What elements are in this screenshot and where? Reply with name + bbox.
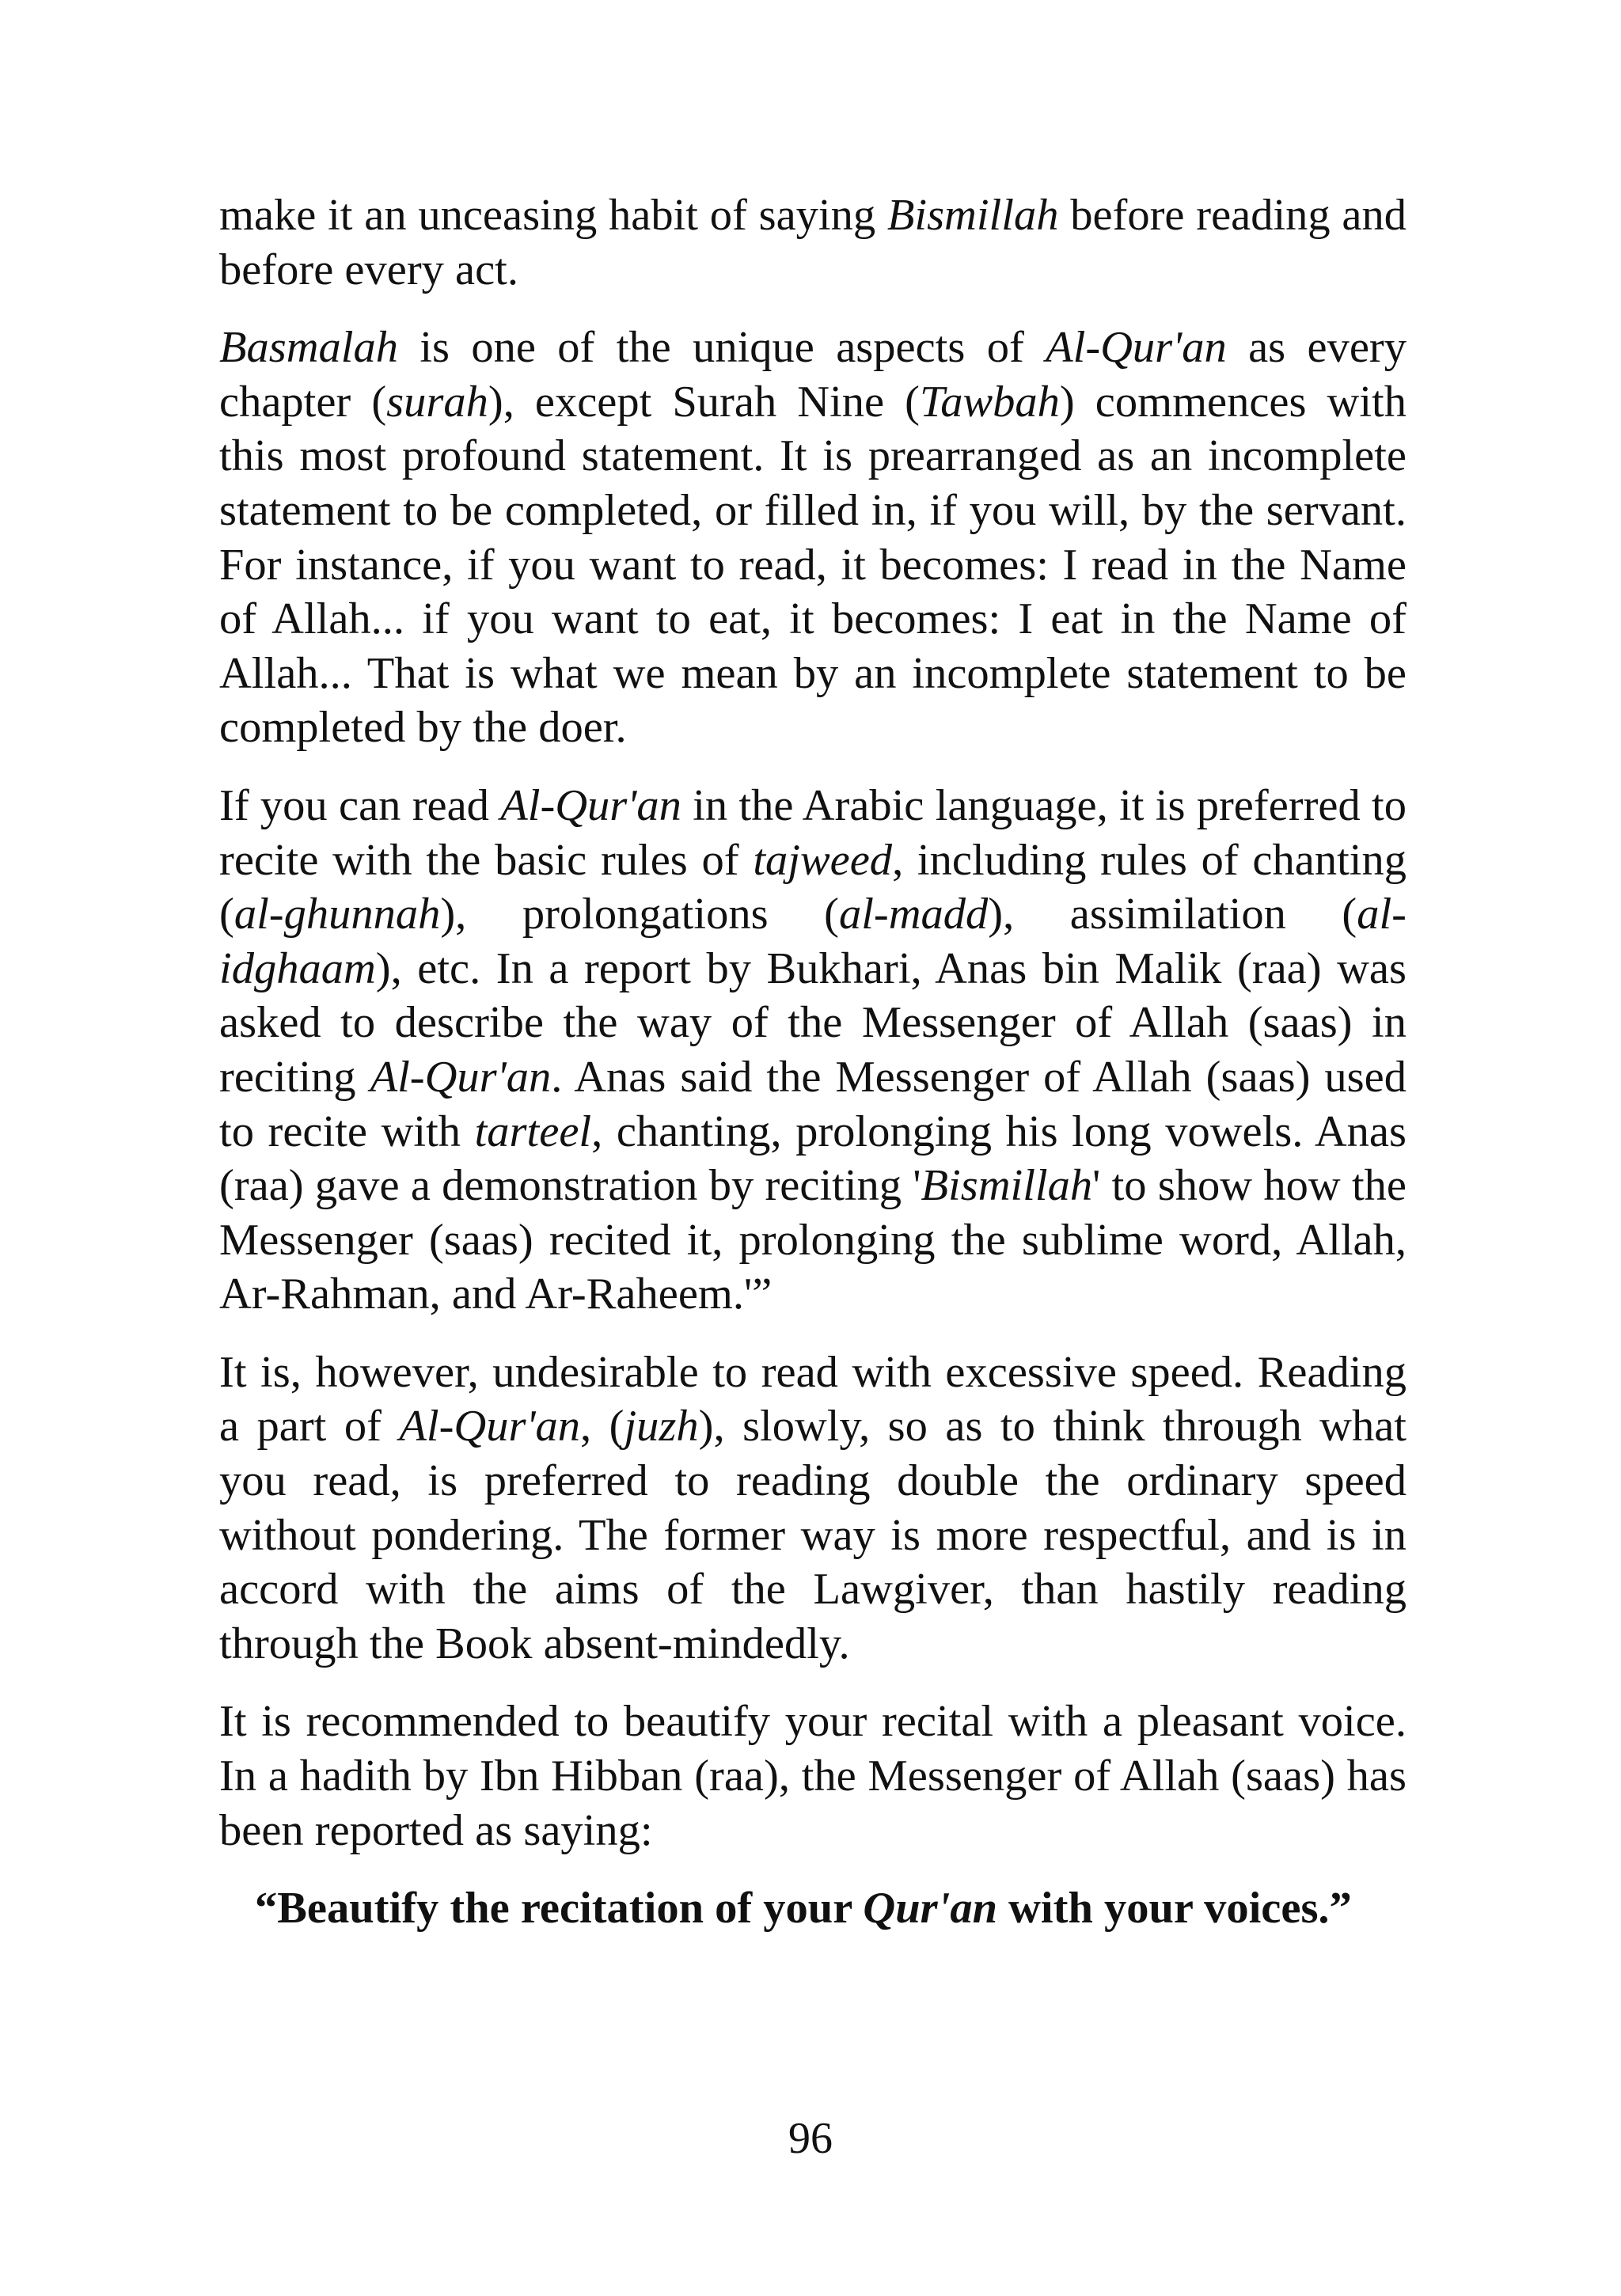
italic-term: al-idghaam xyxy=(219,890,1407,993)
italic-term: Bismillah xyxy=(886,191,1059,240)
text-run: as every chapter ( xyxy=(219,323,1407,427)
italic-term: Al-Qur'an xyxy=(370,1052,552,1102)
text-run: ), prolongations ( xyxy=(440,890,839,939)
text-run: It is recommended to beautify your recital with a pleasant voice. In a hadith by Ibn Hibban (raa), the Messenger of Allah (saas) has been reported as saying: xyxy=(219,1697,1407,1855)
page-body xyxy=(219,188,1407,1936)
italic-term: juzh xyxy=(624,1402,699,1452)
text-run: , including rules of chanting ( xyxy=(219,835,1407,939)
text-run: It is, however, undesirable to read with excessive speed. Reading a part of xyxy=(219,1347,1407,1452)
text-run: ' to show how the Messenger (saas) recited it, prolonging the sublime word, Allah, Ar-Rahman, and Ar-Raheem.'” xyxy=(219,1161,1407,1319)
hadith-quote xyxy=(255,1881,1372,1936)
text-run: ), except Surah Nine ( xyxy=(488,377,920,427)
page-number: 96 xyxy=(788,2114,833,2163)
italic-term: Qur'an xyxy=(863,1884,997,1934)
text-run: before reading and before every act. xyxy=(219,191,1407,294)
paragraph xyxy=(219,1694,1407,1858)
italic-term: al-ghunnah xyxy=(233,890,441,939)
text-run: ), slowly, so as to think through what you read, is preferred to reading double the ordinary speed without pondering. The former way is more respectful, and is in accord with the aims of the Lawgiver, than hastily reading through the Book absent-mindedly. xyxy=(219,1402,1407,1668)
paragraph xyxy=(219,188,1407,297)
text-run: , chanting, prolonging his long vowels. Anas (raa) gave a demonstration by reciting ' xyxy=(219,1106,1407,1211)
text-run: ) commences with this most profound statement. It is prearranged as an incomplete statement to be completed, or filled in, if you will, by the servant. For instance, if you want to read, it becomes: I read in the Name of Allah... if you want to eat, it becomes: I eat in the Name of Allah... That is what we mean by an incomplete statement to be completed by the doer. xyxy=(219,377,1407,753)
italic-term: al-madd xyxy=(838,890,989,939)
italic-term: Basmalah xyxy=(219,323,398,373)
text-run: ), etc. In a report by Bukhari, Anas bin Malik (raa) was asked to describe the way of the Messenger of Allah (saas) in reciting xyxy=(219,943,1407,1102)
text-run: ), assimilation ( xyxy=(988,890,1357,939)
italic-term: Al-Qur'an xyxy=(500,780,681,830)
italic-term: Bismillah xyxy=(921,1161,1093,1211)
text-run: in the Arabic language, it is preferred to recite with the basic rules of xyxy=(219,780,1407,885)
italic-term: tarteel xyxy=(474,1106,592,1156)
italic-term: Al-Qur'an xyxy=(399,1402,581,1452)
text-run: If you can read xyxy=(219,780,501,830)
text-run: with your voices.” xyxy=(997,1884,1352,1934)
text-run: is one of the unique aspects of xyxy=(398,323,1046,373)
paragraph xyxy=(219,1345,1407,1672)
paragraph xyxy=(219,321,1407,755)
text-run: , ( xyxy=(580,1402,624,1452)
italic-term: Al-Qur'an xyxy=(1046,323,1227,373)
italic-term: Tawbah xyxy=(919,377,1060,427)
paragraph xyxy=(219,779,1407,1322)
text-run: . Anas said the Messenger of Allah (saas) used to recite with xyxy=(219,1052,1407,1156)
italic-term: surah xyxy=(386,377,488,427)
text-run: “Beautify the recitation of your xyxy=(255,1884,864,1934)
italic-term: tajweed xyxy=(753,835,893,885)
text-run: make it an unceasing habit of saying xyxy=(219,191,887,240)
